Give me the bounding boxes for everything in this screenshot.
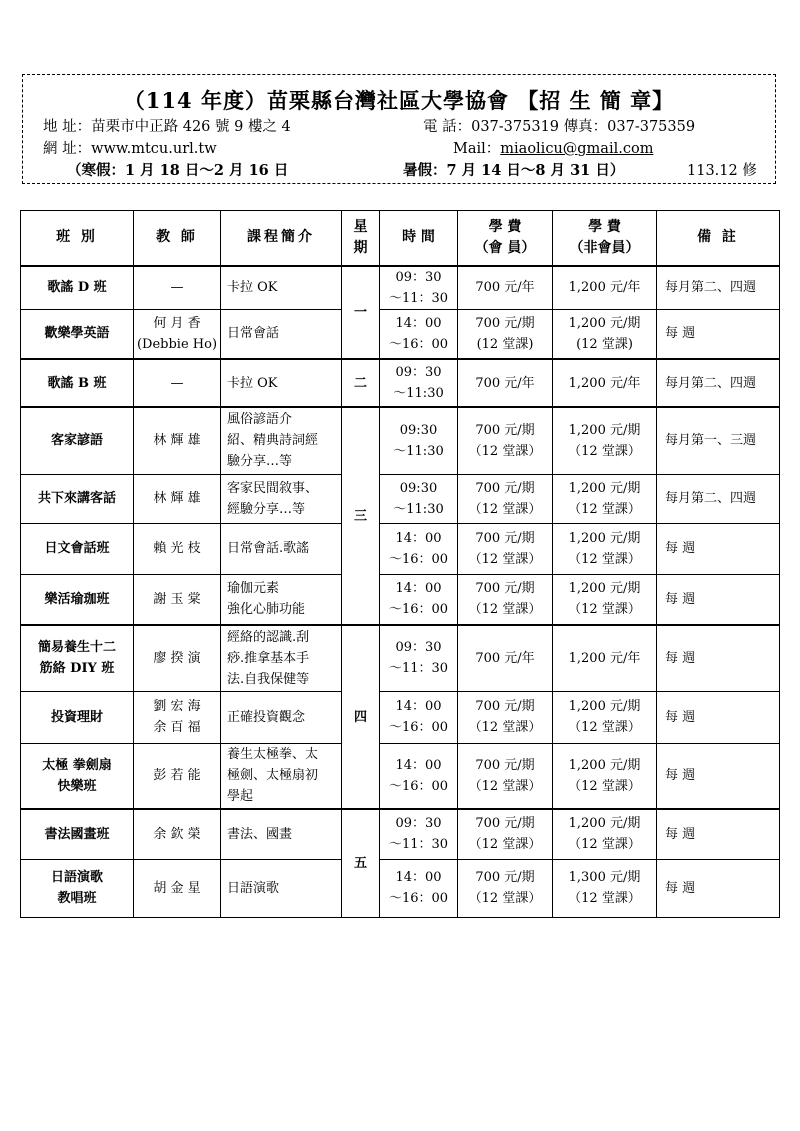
course-name: 書法國畫班	[21, 809, 134, 859]
course-intro: 書法、國畫	[221, 809, 342, 859]
fee-member-cell: 700 元/年	[458, 359, 553, 407]
table-header-row	[21, 211, 780, 266]
remarks-cell: 每 週	[657, 691, 780, 743]
course-name: 太極 拳劍扇 快樂班	[21, 743, 134, 809]
fee-member-cell: 700 元/期 （12 堂課）	[458, 474, 553, 523]
header-intro: 課程簡介	[221, 211, 342, 266]
fee-member-cell: 700 元/年	[458, 266, 553, 310]
teacher-name: 余 欽 榮	[134, 809, 221, 859]
table-row	[21, 309, 780, 359]
fee-nonmember-cell: 1,200 元/年	[553, 359, 657, 407]
teacher-name: 謝 玉 棠	[134, 574, 221, 625]
course-name: 共下來講客話	[21, 474, 134, 523]
header-course: 班 別	[21, 211, 134, 266]
day-cell: 五	[342, 809, 380, 917]
summer-dates: 暑假：7 月 14 日～8 月 31 日）	[403, 162, 625, 179]
fee-nonmember-cell: 1,200 元/期 （12 堂課）	[553, 574, 657, 625]
mail-line	[453, 137, 653, 158]
course-name: 歡樂學英語	[21, 309, 134, 359]
revision-note: 113.12 修	[687, 163, 757, 179]
fee-member-cell: 700 元/期 （12 堂課）	[458, 574, 553, 625]
table-row	[21, 625, 780, 691]
fee-member-cell: 700 元/期 （12 堂課）	[458, 859, 553, 917]
course-name: 日語演歌 教唱班	[21, 859, 134, 917]
fee-nonmember-cell: 1,200 元/期 （12 堂課）	[553, 407, 657, 474]
table-row	[21, 859, 780, 917]
time-cell: 14：00 ～16：00	[380, 574, 458, 625]
time-cell: 14：00 ～16：00	[380, 743, 458, 809]
remarks-cell: 每 週	[657, 523, 780, 574]
course-name: 投資理財	[21, 691, 134, 743]
course-name: 歌謠 D 班	[21, 266, 134, 310]
fee-nonmember-cell: 1,200 元/年	[553, 266, 657, 310]
table-row	[21, 574, 780, 625]
header-remarks: 備 註	[657, 211, 780, 266]
fee-nonmember-cell: 1,200 元/期 (12 堂課)	[553, 309, 657, 359]
teacher-name: 林 輝 雄	[134, 407, 221, 474]
course-intro: 客家民間敘事、 經驗分享…等	[221, 474, 342, 523]
day-cell: 三	[342, 407, 380, 625]
fee-nonmember-cell: 1,200 元/期 （12 堂課）	[553, 809, 657, 859]
table-row	[21, 743, 780, 809]
fee-member-cell: 700 元/期 （12 堂課）	[458, 809, 553, 859]
course-intro: 卡拉 OK	[221, 266, 342, 310]
time-cell: 09：30 ～11：30	[380, 625, 458, 691]
mail-link[interactable]: miaolicu@gmail.com	[500, 141, 654, 157]
fee-nonmember-cell: 1,200 元/期 （12 堂課）	[553, 743, 657, 809]
phone-fax: 電 話：037-375319 傳真：037-375359	[423, 119, 696, 135]
teacher-name: —	[134, 266, 221, 310]
course-name: 歌謠 B 班	[21, 359, 134, 407]
table-row	[21, 691, 780, 743]
fee-nonmember-cell: 1,200 元/期 （12 堂課）	[553, 523, 657, 574]
course-intro: 日語演歌	[221, 859, 342, 917]
time-cell: 09:30 ～11:30	[380, 474, 458, 523]
day-cell: 二	[342, 359, 380, 407]
teacher-name: 劉 宏 海 余 百 福	[134, 691, 221, 743]
fee-member-cell: 700 元/年	[458, 625, 553, 691]
day-cell: 四	[342, 625, 380, 809]
fee-nonmember-cell: 1,200 元/期 （12 堂課）	[553, 474, 657, 523]
course-name: 樂活瑜珈班	[21, 574, 134, 625]
course-intro: 風俗諺語介 紹、精典詩詞經 驗分享…等	[221, 407, 342, 474]
remarks-cell: 每 週	[657, 743, 780, 809]
remarks-cell: 每 週	[657, 809, 780, 859]
header-box	[22, 74, 776, 184]
mail-label: Mail：	[453, 141, 501, 157]
course-intro: 日常會話.歌謠	[221, 523, 342, 574]
remarks-cell: 每 週	[657, 309, 780, 359]
page-title: （114 年度）苗栗縣台灣社區大學協會 【招 生 簡 章】	[123, 88, 675, 113]
remarks-cell: 每 週	[657, 859, 780, 917]
time-cell: 14：00 ～16：00	[380, 309, 458, 359]
table-row	[21, 523, 780, 574]
table-row	[21, 809, 780, 859]
time-cell: 09：30 ～11:30	[380, 359, 458, 407]
course-intro: 瑜伽元素 強化心肺功能	[221, 574, 342, 625]
time-cell: 09：30 ～11：30	[380, 266, 458, 310]
fee-member-cell: 700 元/期 （12 堂課）	[458, 691, 553, 743]
table-row	[21, 266, 780, 310]
remarks-cell: 每月第二、四週	[657, 359, 780, 407]
time-cell: 14：00 ～16：00	[380, 691, 458, 743]
fee-member-cell: 700 元/期 （12 堂課）	[458, 523, 553, 574]
header-day: 星 期	[342, 211, 380, 266]
course-intro: 養生太極拳、太 極劍、太極扇初 學起	[221, 743, 342, 809]
winter-dates: （寒假：1 月 18 日～2 月 16 日	[67, 162, 289, 179]
course-name: 客家諺語	[21, 407, 134, 474]
teacher-name: 賴 光 枝	[134, 523, 221, 574]
fee-member-cell: 700 元/期 （12 堂課）	[458, 743, 553, 809]
header-fee-member: 學 費 （會 員）	[458, 211, 553, 266]
fee-nonmember-cell: 1,300 元/期 （12 堂課）	[553, 859, 657, 917]
table-row	[21, 474, 780, 523]
teacher-name: 胡 金 星	[134, 859, 221, 917]
fee-nonmember-cell: 1,200 元/年	[553, 625, 657, 691]
remarks-cell: 每月第一、三週	[657, 407, 780, 474]
course-name: 簡易養生十二 筋絡 DIY 班	[21, 625, 134, 691]
website: 網 址：www.mtcu.url.tw	[43, 141, 217, 157]
course-name: 日文會話班	[21, 523, 134, 574]
remarks-cell: 每月第二、四週	[657, 474, 780, 523]
teacher-name: 何 月 香 (Debbie Ho)	[134, 309, 221, 359]
time-cell: 09：30 ～11：30	[380, 809, 458, 859]
fee-member-cell: 700 元/期 (12 堂課)	[458, 309, 553, 359]
course-intro: 正確投資觀念	[221, 691, 342, 743]
day-cell: 一	[342, 266, 380, 360]
course-intro: 日常會話	[221, 309, 342, 359]
teacher-name: 廖 揆 演	[134, 625, 221, 691]
remarks-cell: 每 週	[657, 625, 780, 691]
table-row	[21, 359, 780, 407]
time-cell: 14：00 ～16：00	[380, 523, 458, 574]
address: 地 址：苗栗市中正路 426 號 9 樓之 4	[43, 119, 291, 135]
teacher-name: —	[134, 359, 221, 407]
time-cell: 09:30 ～11:30	[380, 407, 458, 474]
teacher-name: 彭 若 能	[134, 743, 221, 809]
remarks-cell: 每月第二、四週	[657, 266, 780, 310]
schedule-table	[20, 210, 780, 918]
table-row	[21, 407, 780, 474]
header-fee-nonmember: 學 費 （非會員）	[553, 211, 657, 266]
remarks-cell: 每 週	[657, 574, 780, 625]
time-cell: 14：00 ～16：00	[380, 859, 458, 917]
teacher-name: 林 輝 雄	[134, 474, 221, 523]
course-intro: 卡拉 OK	[221, 359, 342, 407]
header-time: 時 間	[380, 211, 458, 266]
fee-member-cell: 700 元/期 （12 堂課）	[458, 407, 553, 474]
fee-nonmember-cell: 1,200 元/期 （12 堂課）	[553, 691, 657, 743]
header-teacher: 教 師	[134, 211, 221, 266]
course-intro: 經絡的認識.刮 痧.推拿基本手 法.自我保健等	[221, 625, 342, 691]
